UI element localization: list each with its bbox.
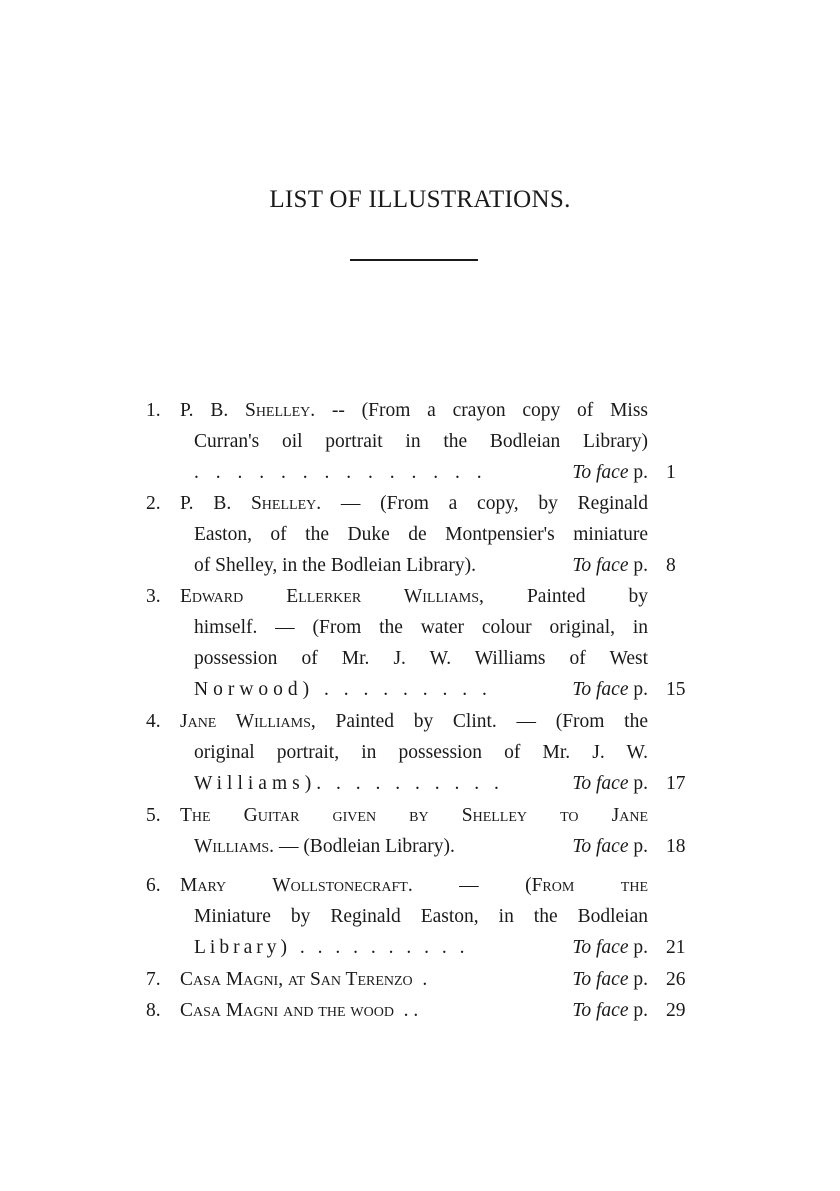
- to-face-text: To face: [572, 773, 629, 794]
- entry-title: Casa Magni, at San Terenzo .: [180, 969, 428, 990]
- to-face-label: [572, 768, 648, 799]
- entry-line: [0, 612, 840, 643]
- to-face-text: To face: [572, 937, 629, 958]
- entry-description: Curran's oil portrait in the Bodleian Library): [194, 431, 648, 452]
- entry-line: [0, 550, 840, 581]
- entry-line: [0, 964, 840, 995]
- p-label: p.: [633, 555, 648, 576]
- entry-text: [180, 581, 648, 612]
- entry-description: Miniature by Reginald Easton, in the Bodleian: [194, 906, 648, 927]
- p-label: p.: [633, 679, 648, 700]
- p-label: p.: [633, 836, 648, 857]
- entry-text: [180, 488, 648, 519]
- entry-description: himself. — (From the water colour original, in: [194, 617, 648, 638]
- entry-line: [0, 768, 840, 799]
- title-rule: [350, 259, 478, 261]
- p-label: p.: [633, 462, 648, 483]
- entry-description: Easton, of the Duke de Montpensier's miniature: [194, 524, 648, 545]
- entry-title: Williams.: [194, 836, 275, 857]
- to-face-label: [572, 674, 648, 705]
- to-face-label: [572, 457, 648, 488]
- to-face-text: To face: [572, 836, 629, 857]
- to-face-text: To face: [572, 679, 629, 700]
- entry-title: P. B. Shelley.: [180, 400, 316, 421]
- page-number: 26: [666, 969, 686, 990]
- entry-description: possession of Mr. J. W. Williams of West: [194, 648, 648, 669]
- entry-line: [0, 995, 840, 1026]
- entry-line: [0, 643, 840, 674]
- page-number: 21: [666, 937, 686, 958]
- entry-number: 4.: [146, 711, 161, 732]
- entry-number: 7.: [146, 969, 161, 990]
- entry-title: P. B. Shelley.: [180, 493, 322, 514]
- entry-line: [0, 870, 840, 901]
- entry-line: [0, 457, 840, 488]
- page-number: 15: [666, 679, 686, 700]
- entry-line: [0, 519, 840, 550]
- entry-description: — (Bodleian Library).: [274, 836, 455, 857]
- page-number: 1: [666, 462, 676, 483]
- entry-title: Mary Wollstonecraft. — (From the: [180, 875, 648, 896]
- entry-description: -- (From a crayon copy of Miss: [315, 400, 649, 421]
- page-number: 17: [666, 773, 686, 794]
- entry-line: [0, 674, 840, 705]
- page-number: 8: [666, 555, 676, 576]
- page-number: 18: [666, 836, 686, 857]
- entry-number: 8.: [146, 1000, 161, 1021]
- p-label: p.: [633, 773, 648, 794]
- entry-line: [0, 706, 840, 737]
- to-face-text: To face: [572, 462, 629, 483]
- entry-description: Painted by Clint. — (From the: [315, 711, 649, 732]
- entry-number: 6.: [146, 875, 161, 896]
- to-face-label: [572, 995, 648, 1026]
- entry-text: [180, 395, 648, 426]
- entry-line: [0, 581, 840, 612]
- entry-number: 1.: [146, 400, 161, 421]
- entry-description: original portrait, in possession of Mr. J. W.: [194, 742, 648, 763]
- entry-line: [0, 932, 840, 963]
- entry-line: [0, 831, 840, 862]
- to-face-label: [572, 831, 648, 862]
- entry-line: [0, 395, 840, 426]
- to-face-text: To face: [572, 555, 629, 576]
- entry-title: Jane Williams,: [180, 711, 316, 732]
- to-face-label: [572, 932, 648, 963]
- entry-line: [0, 488, 840, 519]
- entry-line: [0, 426, 840, 457]
- entry-line: [0, 901, 840, 932]
- entry-description: Painted by: [483, 586, 648, 607]
- entry-leader: Norwood) . . . . . . . . .: [194, 679, 492, 700]
- entry-line: [0, 800, 840, 831]
- p-label: p.: [633, 937, 648, 958]
- leader-dots: . . . . . . . . . . . . . .: [194, 462, 488, 483]
- page-number: 29: [666, 1000, 686, 1021]
- entry-line: [0, 737, 840, 768]
- entry-description: of Shelley, in the Bodleian Library).: [194, 555, 476, 576]
- entry-leader: Williams). . . . . . . . . .: [194, 773, 504, 794]
- to-face-label: [572, 964, 648, 995]
- entry-number: 5.: [146, 805, 161, 826]
- p-label: p.: [633, 969, 648, 990]
- entry-title: The Guitar given by Shelley to Jane: [180, 805, 648, 826]
- entry-title: Casa Magni and the wood . .: [180, 1000, 419, 1021]
- entry-leader: Library) . . . . . . . . . .: [194, 937, 469, 958]
- entry-title: Edward Ellerker Williams,: [180, 586, 484, 607]
- entry-description: — (From a copy, by Reginald: [321, 493, 648, 514]
- page-title: LIST OF ILLUSTRATIONS.: [269, 186, 571, 213]
- entry-number: 2.: [146, 493, 161, 514]
- entry-number: 3.: [146, 586, 161, 607]
- to-face-text: To face: [572, 1000, 629, 1021]
- p-label: p.: [633, 1000, 648, 1021]
- to-face-label: [572, 550, 648, 581]
- entry-text: [180, 706, 648, 737]
- to-face-text: To face: [572, 969, 629, 990]
